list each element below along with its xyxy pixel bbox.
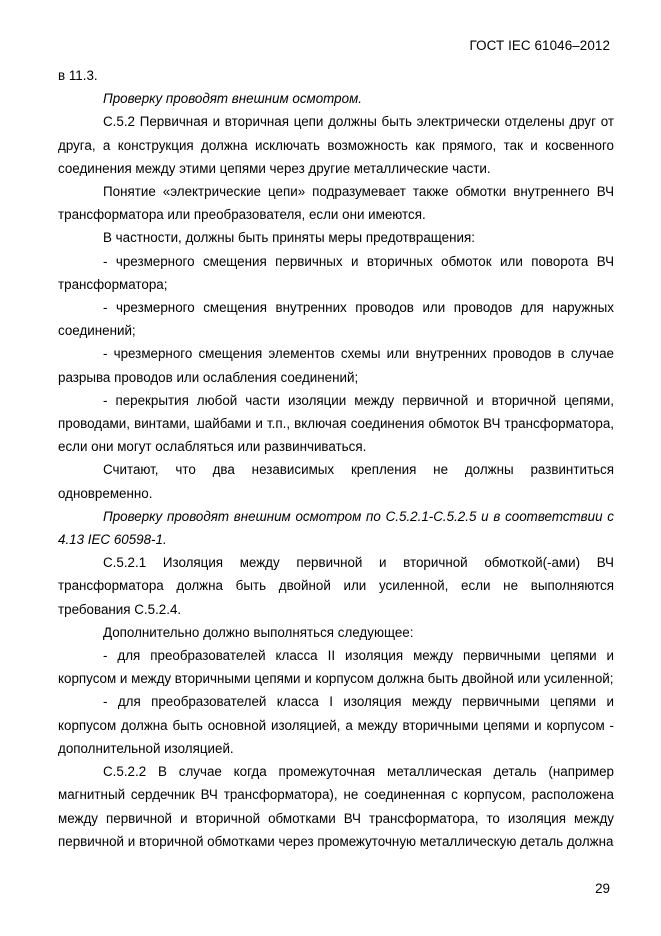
list-item: - чрезмерного смещения первичных и вторичных обмоток или поворота ВЧ трансформатора;	[58, 253, 614, 292]
document-header: ГОСТ IEC 61046–2012	[469, 38, 610, 53]
page-number: 29	[595, 881, 610, 896]
paragraph: С.5.2 Первичная и вторичная цепи должны быть электрически отделены друг от друга, а конструкция должна исключать возможность как прямого, так и косвенного соединения между этими цепями через другие металлические части.	[58, 114, 614, 176]
paragraph: С.5.2.2 В случае когда промежуточная металлическая деталь (например магнитный сердечник ВЧ трансформатора), не соединенная с корпусом, расположена между первичной и вторичной обмотками ВЧ трансформатора, то изоляция между первичной и вторичной обмотками через промежуточную металлическую деталь должна	[58, 764, 614, 849]
paragraph: В частности, должны быть приняты меры предотвращения:	[103, 230, 475, 246]
list-item: - чрезмерного смещения элементов схемы или внутренних проводов в случае разрыва проводов или ослабления соединений;	[58, 346, 614, 385]
list-item: - перекрытия любой части изоляции между первичной и вторичной цепями, проводами, винтами, шайбами и т.п., включая соединения обмоток ВЧ трансформатора, если они могут ослабляться или развинчиваться.	[58, 392, 614, 455]
paragraph: Проверку проводят внешним осмотром.	[103, 91, 362, 107]
paragraph: Дополнительно должно выполняться следующее:	[103, 624, 414, 640]
paragraph: в 11.3.	[58, 68, 98, 83]
document-body	[58, 64, 614, 853]
paragraph: Понятие «электрические цепи» подразумевает также обмотки внутреннего ВЧ трансформатора или преобразователя, если они имеются.	[58, 184, 614, 223]
list-item: - чрезмерного смещения внутренних проводов или проводов для наружных соединений;	[58, 300, 614, 339]
list-item: - для преобразователей класса I изоляция между первичными цепями и корпусом должна быть основной изоляцией, а между вторичными цепями и корпусом - дополнительной изоляцией.	[58, 694, 614, 756]
list-item: - для преобразователей класса II изоляция между первичными цепями и корпусом и между вторичными цепями и корпусом должна быть двойной или усиленной;	[58, 648, 614, 687]
paragraph: С.5.2.1 Изоляция между первичной и вторичной обмоткой(-ами) ВЧ трансформатора должна быть двойной или усиленной, если не выполняются требования С.5.2.4.	[58, 555, 614, 617]
paragraph: Проверку проводят внешним осмотром по С.5.2.1-С.5.2.5 и в соответствии с 4.13 IEC 60598-1.	[58, 508, 614, 548]
paragraph: Считают, что два независимых крепления не должны развинтиться одновременно.	[58, 462, 614, 501]
